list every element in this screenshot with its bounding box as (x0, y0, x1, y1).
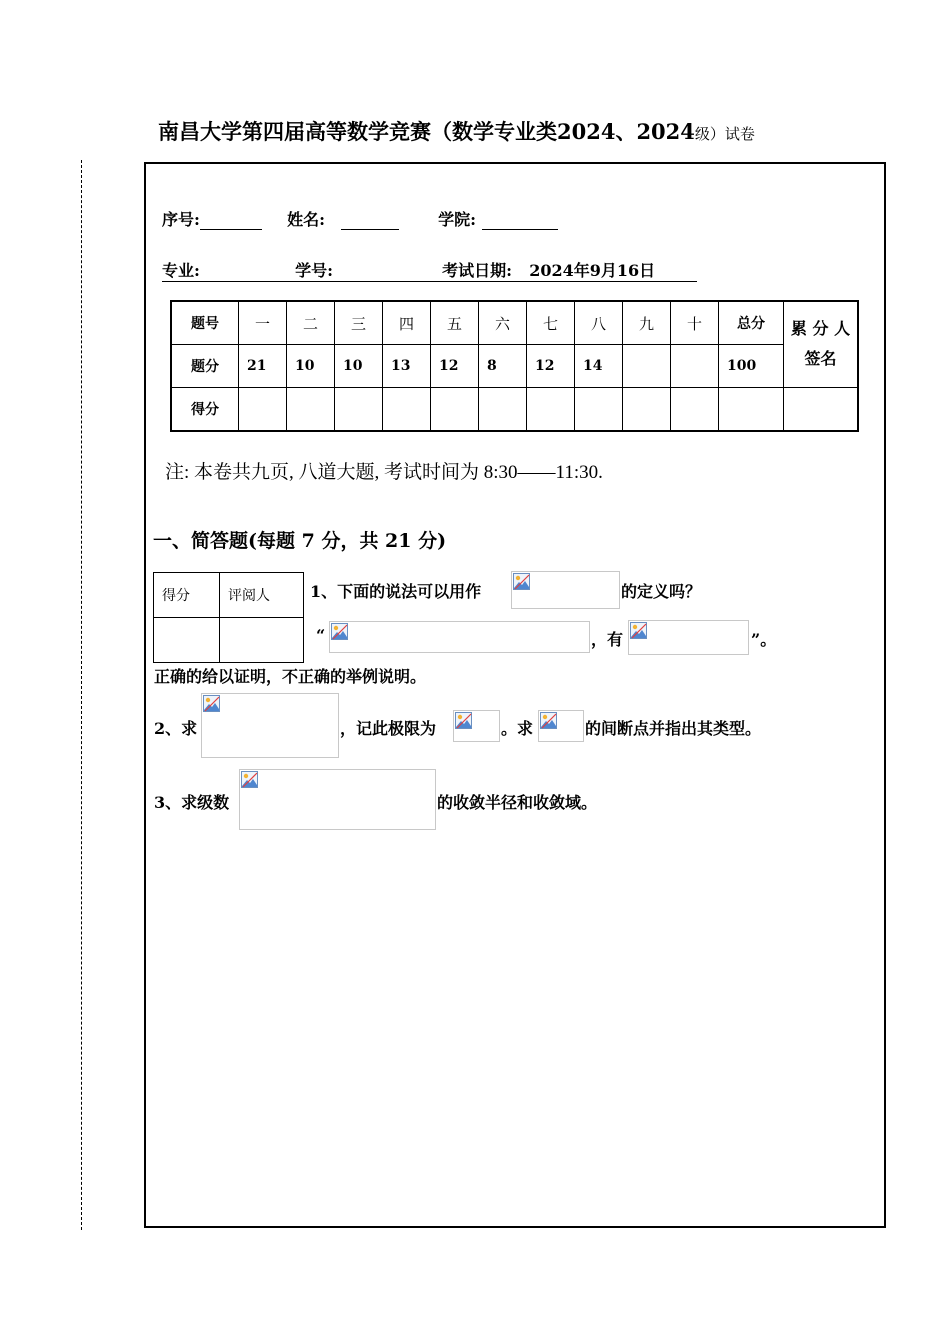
name-field[interactable] (341, 229, 399, 230)
exam-title-suffix: 级）试卷 (694, 125, 755, 143)
score-cell[interactable] (287, 388, 335, 432)
q2-text-mid: ，记此极限为 (340, 719, 437, 738)
score-table (170, 300, 859, 432)
q2-fx-image (453, 710, 500, 742)
score-cell[interactable] (527, 388, 575, 432)
row-label-points: 题分 (171, 345, 239, 388)
row-label-question-no: 题号 (171, 301, 239, 345)
question-header: 十 (671, 301, 719, 345)
exam-title-main: 南昌大学第四届高等数学竞赛（数学专业类2024、2024 (158, 119, 695, 144)
q1-text-end: 的定义吗？ (621, 582, 702, 601)
grade-box (153, 572, 304, 663)
student-id-label: 学号: (295, 261, 333, 280)
points-cell: 12 (527, 345, 575, 388)
q1-statement-image (329, 621, 590, 653)
score-cell[interactable] (479, 388, 527, 432)
q2-text-start: 2、求 (154, 719, 198, 738)
question-header: 四 (383, 301, 431, 345)
major-label: 专业: (162, 261, 200, 280)
points-cell (623, 345, 671, 388)
question-header: 五 (431, 301, 479, 345)
score-cell[interactable] (575, 388, 623, 432)
score-table-row-scores (171, 388, 858, 432)
row-label-score: 得分 (171, 388, 239, 432)
q1-comma-text: ，有 (591, 630, 624, 649)
broken-image-icon (241, 771, 258, 788)
question-header: 六 (479, 301, 527, 345)
score-cell[interactable] (335, 388, 383, 432)
q3-series-image (239, 769, 436, 830)
q1-instruction: 正确的给以证明，不正确的举例说明。 (154, 667, 427, 686)
college-label: 学院: (438, 210, 477, 229)
signer-label-2: 签名 (804, 349, 837, 368)
question-header: 七 (527, 301, 575, 345)
points-cell: 14 (575, 345, 623, 388)
q1-open-quote: “ (316, 626, 326, 645)
signer-cell[interactable] (784, 388, 859, 432)
broken-image-icon (630, 622, 647, 639)
q1-text-start: 1、下面的说法可以用作 (310, 582, 482, 601)
broken-image-icon (203, 695, 220, 712)
grade-reviewer-label: 评阅人 (220, 573, 304, 618)
q1-close-quote: ”。 (751, 630, 777, 649)
signer-label-1: 累 分 人 (790, 319, 851, 338)
q2-text-end: 的间断点并指出其类型。 (585, 719, 762, 738)
score-cell[interactable] (383, 388, 431, 432)
seq-label: 序号: (162, 210, 200, 229)
total-points-cell: 100 (719, 345, 784, 388)
score-cell[interactable] (623, 388, 671, 432)
college-field[interactable] (482, 229, 558, 230)
score-cell[interactable] (239, 388, 287, 432)
points-cell: 8 (479, 345, 527, 388)
broken-image-icon (513, 573, 530, 590)
grade-score-label: 得分 (154, 573, 220, 618)
exam-date-value: 2024年9月16日 (529, 261, 656, 280)
question-header: 一 (239, 301, 287, 345)
score-table-row-questions (171, 301, 858, 345)
points-cell: 13 (383, 345, 431, 388)
score-cell[interactable] (431, 388, 479, 432)
total-header: 总分 (719, 301, 784, 345)
points-cell: 10 (335, 345, 383, 388)
points-cell: 21 (239, 345, 287, 388)
question-header: 二 (287, 301, 335, 345)
exam-note: 注: 本卷共九页, 八道大题, 考试时间为 8:30——11:30. (165, 462, 603, 483)
exam-date-label: 考试日期: (442, 261, 513, 280)
broken-image-icon (540, 712, 557, 729)
broken-image-icon (455, 712, 472, 729)
info-row-2 (162, 258, 697, 282)
score-cell[interactable] (671, 388, 719, 432)
points-cell: 12 (431, 345, 479, 388)
q2-limit-image (201, 693, 339, 758)
q1-condition-image (628, 620, 749, 655)
question-header: 三 (335, 301, 383, 345)
signer-header (784, 301, 859, 388)
seq-field[interactable] (200, 229, 262, 230)
q3-text-end: 的收敛半径和收敛域。 (437, 793, 598, 812)
points-cell: 10 (287, 345, 335, 388)
score-table-row-points (171, 345, 858, 388)
section-1-heading: 一、简答题(每题 7 分，共 21 分) (153, 530, 447, 552)
grade-score-cell[interactable] (154, 618, 220, 663)
binding-line (81, 160, 82, 1230)
exam-title (158, 116, 755, 146)
question-header: 九 (623, 301, 671, 345)
q2-fx-image-2 (538, 710, 584, 742)
q3-text-start: 3、求级数 (154, 793, 230, 812)
grade-reviewer-cell[interactable] (220, 618, 304, 663)
total-score-cell[interactable] (719, 388, 784, 432)
q2-text-find: 。求 (501, 719, 534, 738)
name-label: 姓名: (287, 210, 325, 229)
question-header: 八 (575, 301, 623, 345)
q1-formula-image (511, 571, 620, 609)
broken-image-icon (331, 623, 348, 640)
info-row-1 (162, 207, 558, 230)
points-cell (671, 345, 719, 388)
